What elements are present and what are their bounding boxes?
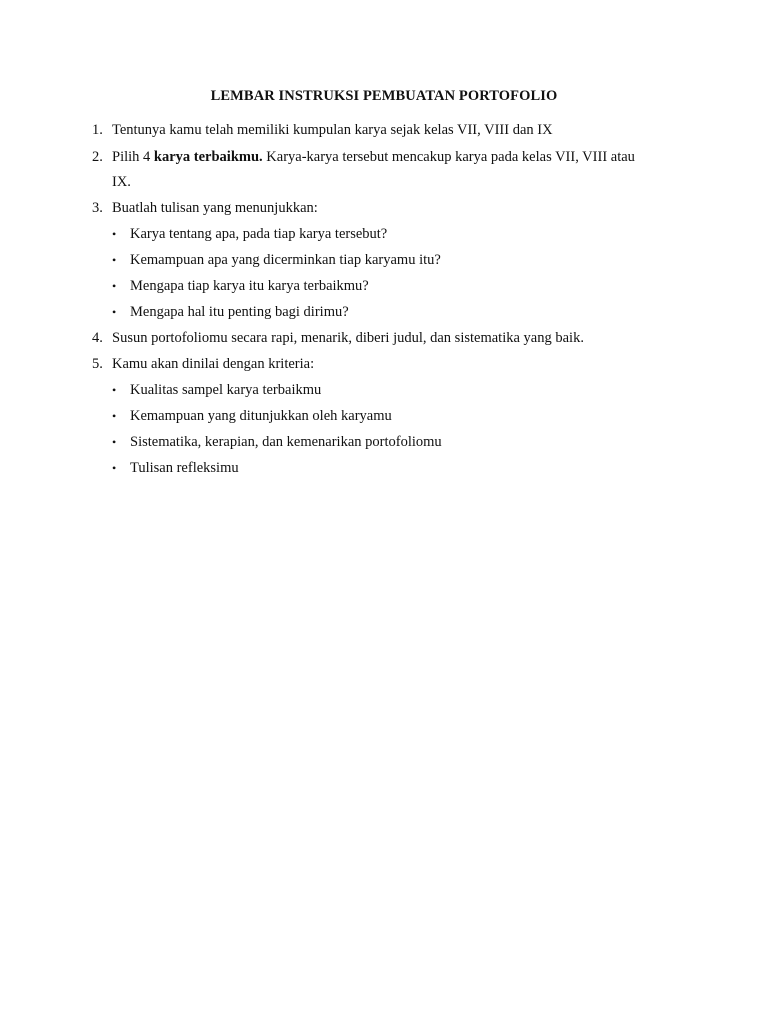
list-item-text: Buatlah tulisan yang menunjukkan: [112, 200, 318, 216]
bullet-text: Kemampuan apa yang dicerminkan tiap karyamu itu? [130, 252, 441, 268]
list-number: 3. [92, 200, 103, 216]
bullet-icon: • [112, 305, 117, 319]
list-item-text [112, 148, 635, 166]
bullet-text: Mengapa tiap karya itu karya terbaikmu? [130, 278, 369, 294]
list-number: 5. [92, 356, 103, 372]
bullet-text: Kualitas sampel karya terbaikmu [130, 382, 322, 398]
bullet-text: Tulisan refleksimu [130, 460, 239, 476]
bullet-icon: • [112, 409, 117, 423]
bullet-icon: • [112, 461, 117, 475]
list-item-text: Tentunya kamu telah memiliki kumpulan karya sejak kelas VII, VIII dan IX [112, 122, 553, 138]
bullet-icon: • [112, 279, 117, 293]
list-item-text: Susun portofoliomu secara rapi, menarik, diberi judul, dan sistematika yang baik. [112, 330, 584, 346]
list-item-continuation: IX. [112, 174, 131, 190]
bullet-text: Mengapa hal itu penting bagi dirimu? [130, 304, 349, 320]
list-number: 2. [92, 149, 103, 165]
list-number: 4. [92, 330, 103, 346]
list-item-text: Kamu akan dinilai dengan kriteria: [112, 356, 315, 372]
bullet-text: Karya tentang apa, pada tiap karya tersebut? [130, 226, 388, 242]
page-title: LEMBAR INSTRUKSI PEMBUATAN PORTOFOLIO [210, 88, 558, 104]
bullet-icon: • [112, 253, 117, 267]
bullet-icon: • [112, 383, 117, 397]
bold-phrase: karya terbaikmu. [153, 149, 263, 165]
bullet-icon: • [112, 435, 117, 449]
bullet-icon: • [112, 227, 117, 241]
text-after-bold: Karya-karya tersebut mencakup karya pada kelas VII, VIII atau [262, 149, 635, 165]
text-before-bold: Pilih 4 [112, 149, 154, 165]
list-number: 1. [92, 122, 103, 138]
bullet-text: Kemampuan yang ditunjukkan oleh karyamu [130, 408, 392, 424]
bullet-text: Sistematika, kerapian, dan kemenarikan portofoliomu [130, 434, 442, 450]
